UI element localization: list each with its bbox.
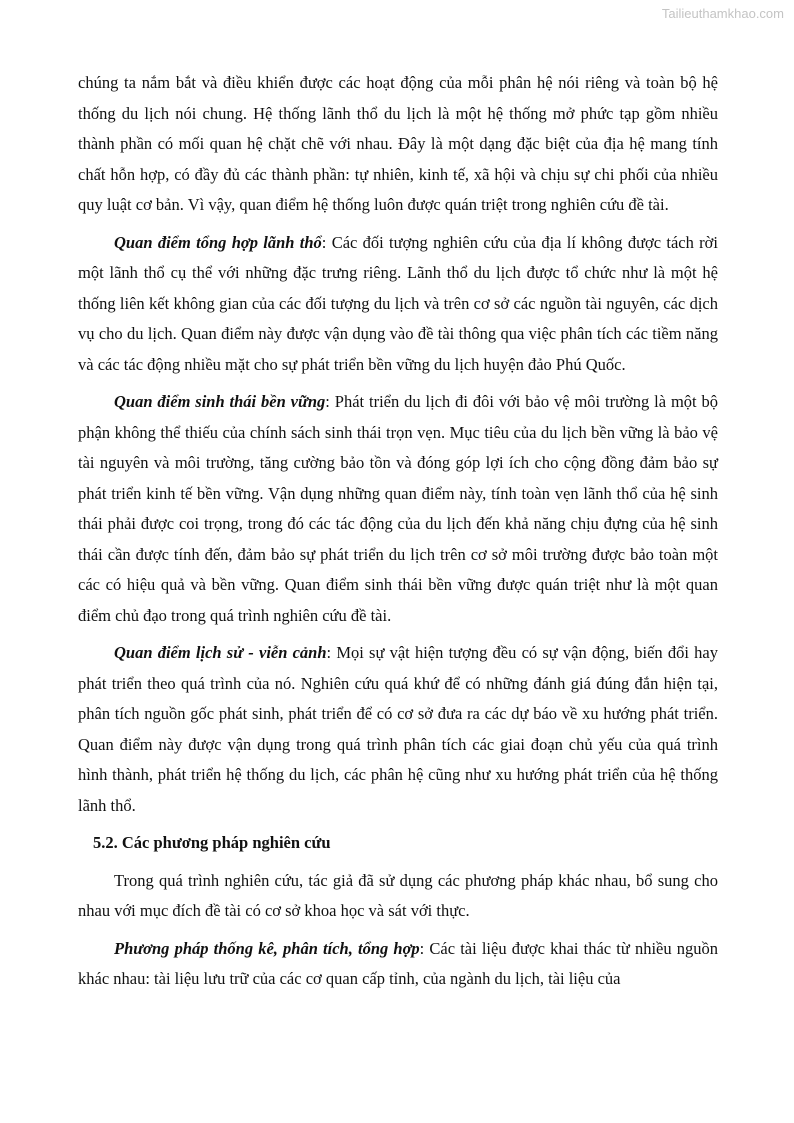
watermark: Tailieuthamkhao.com xyxy=(661,6,784,21)
paragraph-system-view xyxy=(78,68,718,221)
paragraph-ecological-view xyxy=(78,387,718,631)
paragraph-term: Quan điểm sinh thái bền vững xyxy=(114,392,326,411)
paragraph-term: Phương pháp thống kê, phân tích, tổng hợp xyxy=(114,938,420,958)
paragraph-term: Quan điểm lịch sử - viễn cảnh xyxy=(114,643,327,662)
paragraph-text: : Mọi sự vật hiện tượng đều có sự vận động, biến đổi hay phát triển theo quá trình của nó. Nghiên cứu quá khứ để có những đánh giá đúng đắn hiện tại, phân tích nguồn gốc phát sinh, phát triển để có cơ sở đưa ra các dự báo về xu hướng phát triển. Quan điểm này được vận dụng trong quá trình phân tích các giai đoạn chủ yếu của quá trình hình thành, phát triển hệ thống du lịch, các phân hệ cũng như xu hướng phát triển của hệ thống lãnh thổ. xyxy=(78,643,718,815)
paragraph-methods-intro xyxy=(78,866,718,927)
section-heading: 5.2. Các phương pháp nghiên cứu xyxy=(93,833,331,852)
document-page xyxy=(78,68,718,1002)
paragraph-text: : Phát triển du lịch đi đôi với bảo vệ môi trường là một bộ phận không thể thiếu của chính sách sinh thái trọn vẹn. Mục tiêu của du lịch bền vững là bảo vệ tài nguyên và môi trường, tăng cường bảo tồn và đóng góp lợi ích cho cộng đồng đảm bảo sự phát triển kinh tế bền vững. Vận dụng những quan điểm này, tính toàn vẹn lãnh thổ của hệ sinh thái phải được coi trọng, trong đó các tác động của du lịch đến khả năng chịu đựng của hệ sinh thái cần được tính đến, đảm bảo sự phát triển du lịch trên cơ sở môi trường được bảo toàn một các có hiệu quả và bền vững. Quan điểm sinh thái bền vững được quán triệt như là một quan điểm chủ đạo trong quá trình nghiên cứu đề tài. xyxy=(78,392,718,625)
paragraph-territorial-view xyxy=(78,228,718,381)
paragraph-text: : Các đối tượng nghiên cứu của địa lí không được tách rời một lãnh thổ cụ thể với những đặc trưng riêng. Lãnh thổ du lịch được tổ chức như là một hệ thống liên kết không gian của các đối tượng du lịch và trên cơ sở các nguồn tài nguyên, các dịch vụ cho du lịch. Quan điểm này được vận dụng vào đề tài thông qua việc phân tích các tiềm năng và các tác động nhiều mặt cho sự phát triển bền vững du lịch huyện đảo Phú Quốc. xyxy=(78,232,718,374)
paragraph-text: Trong quá trình nghiên cứu, tác giả đã sử dụng các phương pháp khác nhau, bổ sung cho nhau với mục đích đề tài có cơ sở khoa học và sát với thực. xyxy=(78,870,718,920)
paragraph-statistics-method xyxy=(78,934,718,995)
paragraph-historical-view xyxy=(78,638,718,821)
paragraph-text: : Các tài liệu được khai thác từ nhiều nguồn khác nhau: tài liệu lưu trữ của các cơ quan cấp tỉnh, của ngành du lịch, tài liệu của xyxy=(78,938,718,988)
paragraph-term: Quan điểm tổng hợp lãnh thổ xyxy=(114,232,322,252)
paragraph-text: chúng ta nắm bắt và điều khiển được các hoạt động của mỗi phân hệ nói riêng và toàn bộ hệ thống du lịch nói chung. Hệ thống lãnh thổ du lịch là một hệ thống mở phức tạp gồm nhiều thành phần có mối quan hệ chặt chẽ với nhau. Đây là một dạng đặc biệt của địa hệ mang tính chất hỗn hợp, có đầy đủ các thành phần: tự nhiên, kinh tế, xã hội và chịu sự chi phối của nhiều quy luật cơ bản. Vì vậy, quan điểm hệ thống luôn được quán triệt trong nghiên cứu đề tài. xyxy=(78,73,718,214)
